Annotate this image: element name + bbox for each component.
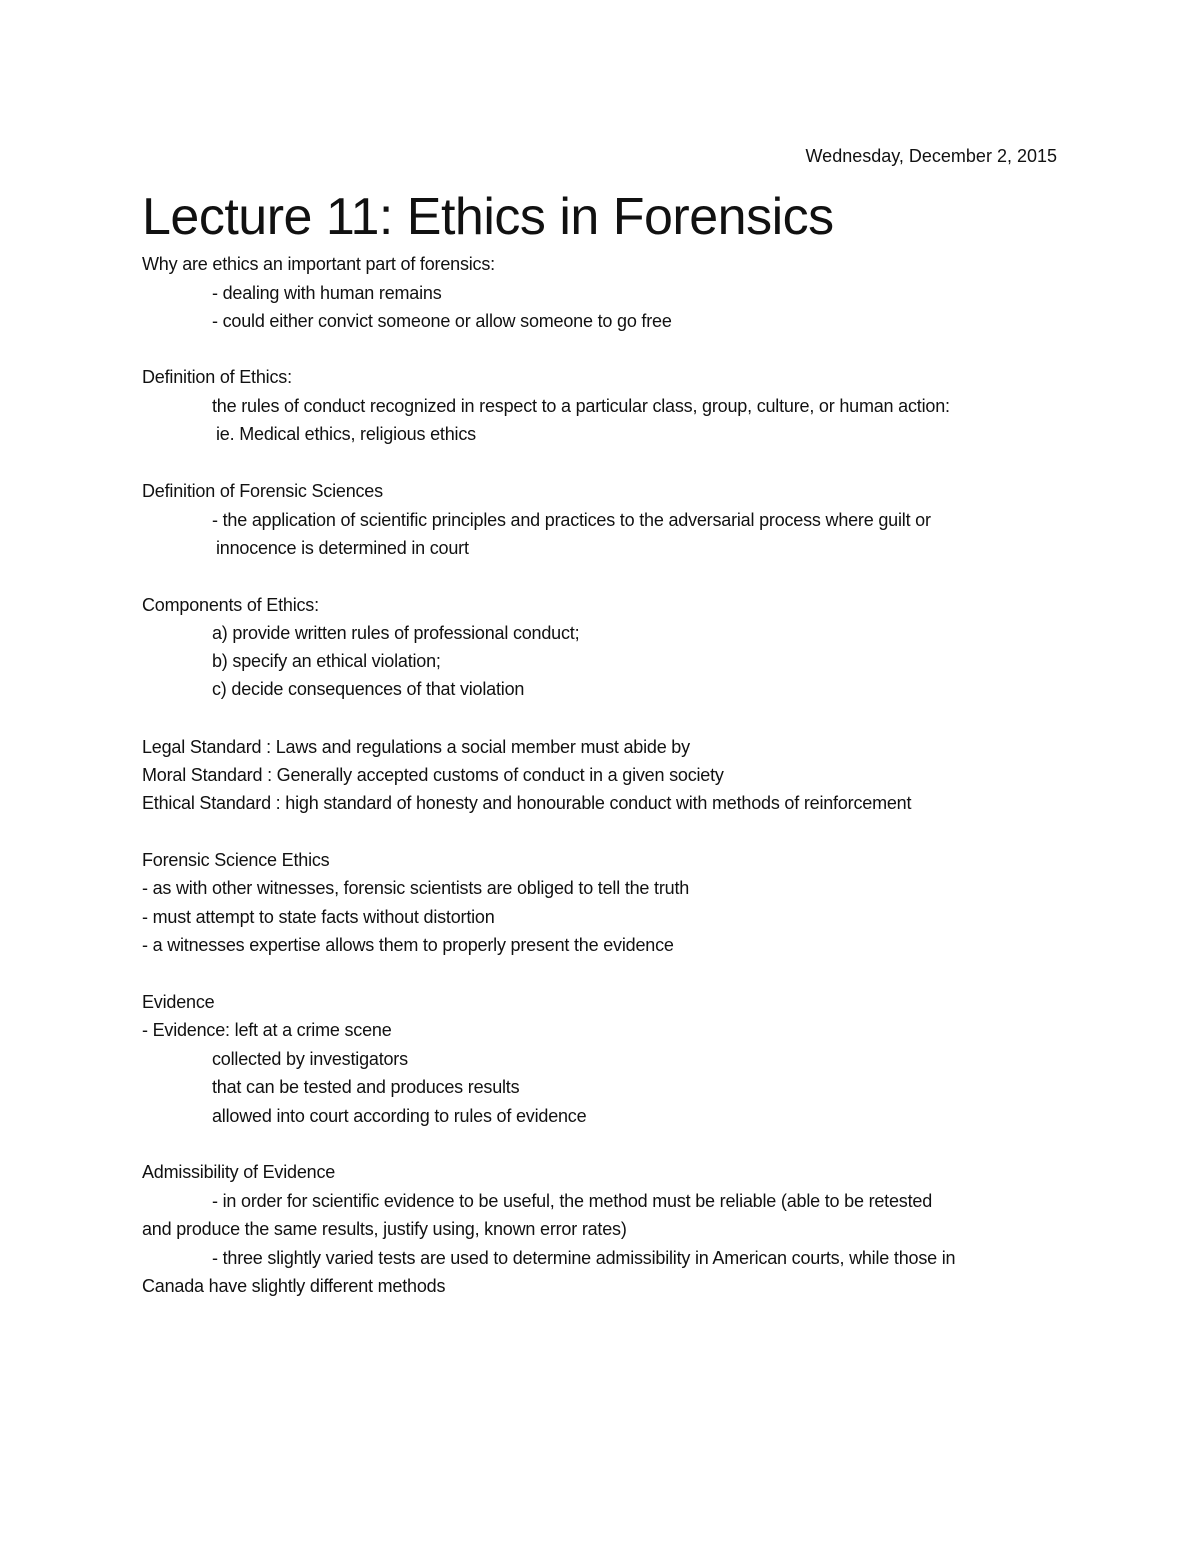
list-item: - a witnesses expertise allows them to properly present the evidence: [142, 935, 674, 955]
standard-line-ethical: Ethical Standard : high standard of honesty and honourable conduct with methods of reinforcement: [142, 793, 912, 813]
list-item: b) specify an ethical violation;: [212, 651, 441, 671]
paragraph-line: the rules of conduct recognized in respect to a particular class, group, culture, or human action:: [212, 396, 950, 416]
section-heading-definition-forensic: Definition of Forensic Sciences: [142, 481, 383, 501]
section-heading-definition-ethics: Definition of Ethics:: [142, 367, 292, 387]
list-item: - could either convict someone or allow someone to go free: [212, 311, 672, 331]
list-item: a) provide written rules of professional conduct;: [212, 623, 580, 643]
list-item: collected by investigators: [212, 1049, 408, 1069]
paragraph-line: innocence is determined in court: [216, 538, 469, 558]
list-item: - as with other witnesses, forensic scientists are obliged to tell the truth: [142, 878, 690, 898]
paragraph-line: ie. Medical ethics, religious ethics: [216, 424, 476, 444]
list-item: allowed into court according to rules of evidence: [212, 1106, 587, 1126]
paragraph-line: and produce the same results, justify using, known error rates): [142, 1219, 627, 1239]
standard-line-moral: Moral Standard : Generally accepted customs of conduct in a given society: [142, 765, 724, 785]
list-item: - dealing with human remains: [212, 283, 442, 303]
paragraph-line: - the application of scientific principles and practices to the adversarial process where guilt or: [212, 510, 931, 530]
section-heading-admissibility: Admissibility of Evidence: [142, 1162, 336, 1182]
list-item: that can be tested and produces results: [212, 1077, 520, 1097]
section-heading-why: Why are ethics an important part of forensics:: [142, 254, 495, 274]
paragraph-line: - in order for scientific evidence to be useful, the method must be reliable (able to be retested: [212, 1191, 933, 1211]
paragraph-line: Canada have slightly different methods: [142, 1276, 446, 1296]
page-title: Lecture 11: Ethics in Forensics: [142, 188, 834, 246]
list-item: - must attempt to state facts without distortion: [142, 907, 495, 927]
list-item: - Evidence: left at a crime scene: [142, 1020, 392, 1040]
paragraph-line: - three slightly varied tests are used to determine admissibility in American courts, while those in: [212, 1248, 956, 1268]
section-heading-forensic-science-ethics: Forensic Science Ethics: [142, 850, 330, 870]
list-item: c) decide consequences of that violation: [212, 679, 525, 699]
section-heading-components: Components of Ethics:: [142, 595, 319, 615]
document-date: Wednesday, December 2, 2015: [805, 146, 1057, 166]
standard-line-legal: Legal Standard : Laws and regulations a social member must abide by: [142, 737, 690, 757]
section-heading-evidence: Evidence: [142, 992, 215, 1012]
